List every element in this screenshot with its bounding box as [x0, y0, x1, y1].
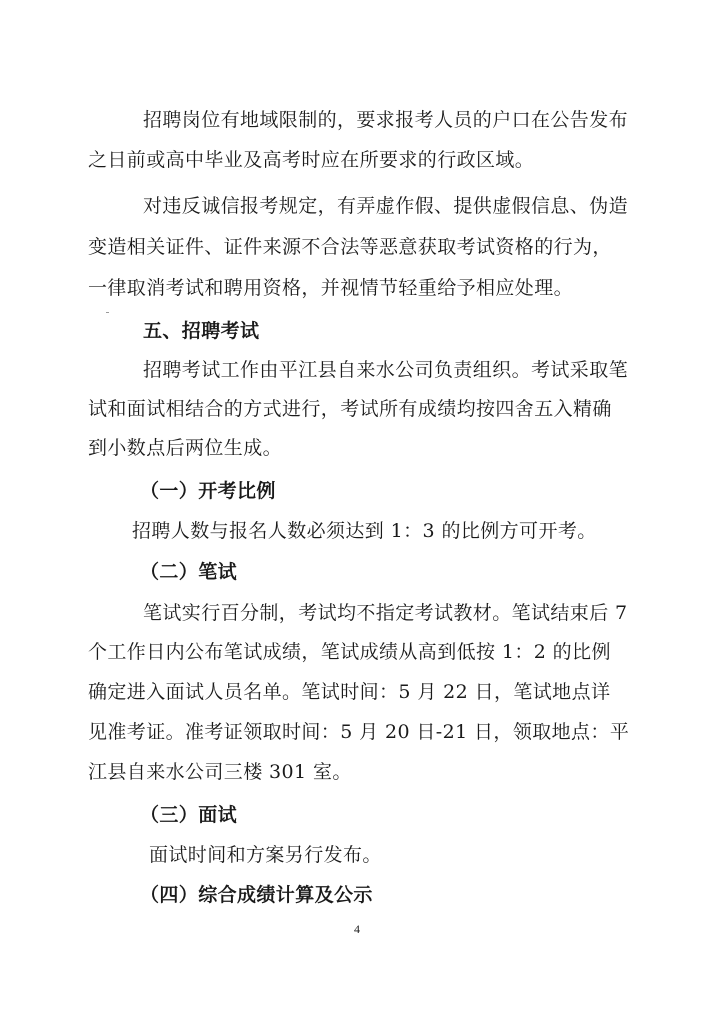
subsection-heading: （一）开考比例 — [140, 480, 276, 502]
paragraph-line: 招聘岗位有地域限制的，要求报考人员的户口在公告发布 — [143, 109, 629, 131]
paragraph-line: 面试时间和方案另行发布。 — [149, 844, 382, 866]
subsection-heading: （二）笔试 — [140, 561, 238, 583]
scan-speck — [106, 312, 109, 313]
paragraph-line: 一律取消考试和聘用资格，并视情节轻重给予相应处理。 — [88, 277, 574, 299]
paragraph-line: 之日前或高中毕业及高考时应在所要求的行政区域。 — [88, 149, 535, 171]
paragraph-line: 江县自来水公司三楼 301 室。 — [88, 761, 352, 783]
paragraph-line: 个工作日内公布笔试成绩，笔试成绩从高到低按 1：2 的比例 — [88, 641, 611, 663]
paragraph-line: 招聘考试工作由平江县自来水公司负责组织。考试采取笔 — [143, 359, 629, 381]
subsection-heading: （三）面试 — [140, 804, 238, 826]
paragraph-line: 到小数点后两位生成。 — [88, 437, 283, 459]
paragraph-line: 招聘人数与报名人数必须达到 1：3 的比例方可开考。 — [132, 520, 597, 542]
page-number: 4 — [354, 922, 360, 936]
subsection-heading: （四）综合成绩计算及公示 — [140, 884, 373, 906]
paragraph-line: 确定进入面试人员名单。笔试时间：5 月 22 日，笔试地点详 — [88, 681, 611, 703]
paragraph-line: 见准考证。准考证领取时间：5 月 20 日-21 日，领取地点：平 — [88, 721, 630, 743]
paragraph-line: 笔试实行百分制，考试均不指定考试教材。笔试结束后 7 — [143, 602, 628, 624]
paragraph-line: 试和面试相结合的方式进行，考试所有成绩均按四舍五入精确 — [88, 398, 612, 420]
section-heading: 五、招聘考试 — [143, 320, 260, 342]
paragraph-line: 对违反诚信报考规定，有弄虚作假、提供虚假信息、伪造 — [143, 195, 629, 217]
paragraph-line: 变造相关证件、证件来源不合法等恶意获取考试资格的行为， — [88, 236, 612, 258]
